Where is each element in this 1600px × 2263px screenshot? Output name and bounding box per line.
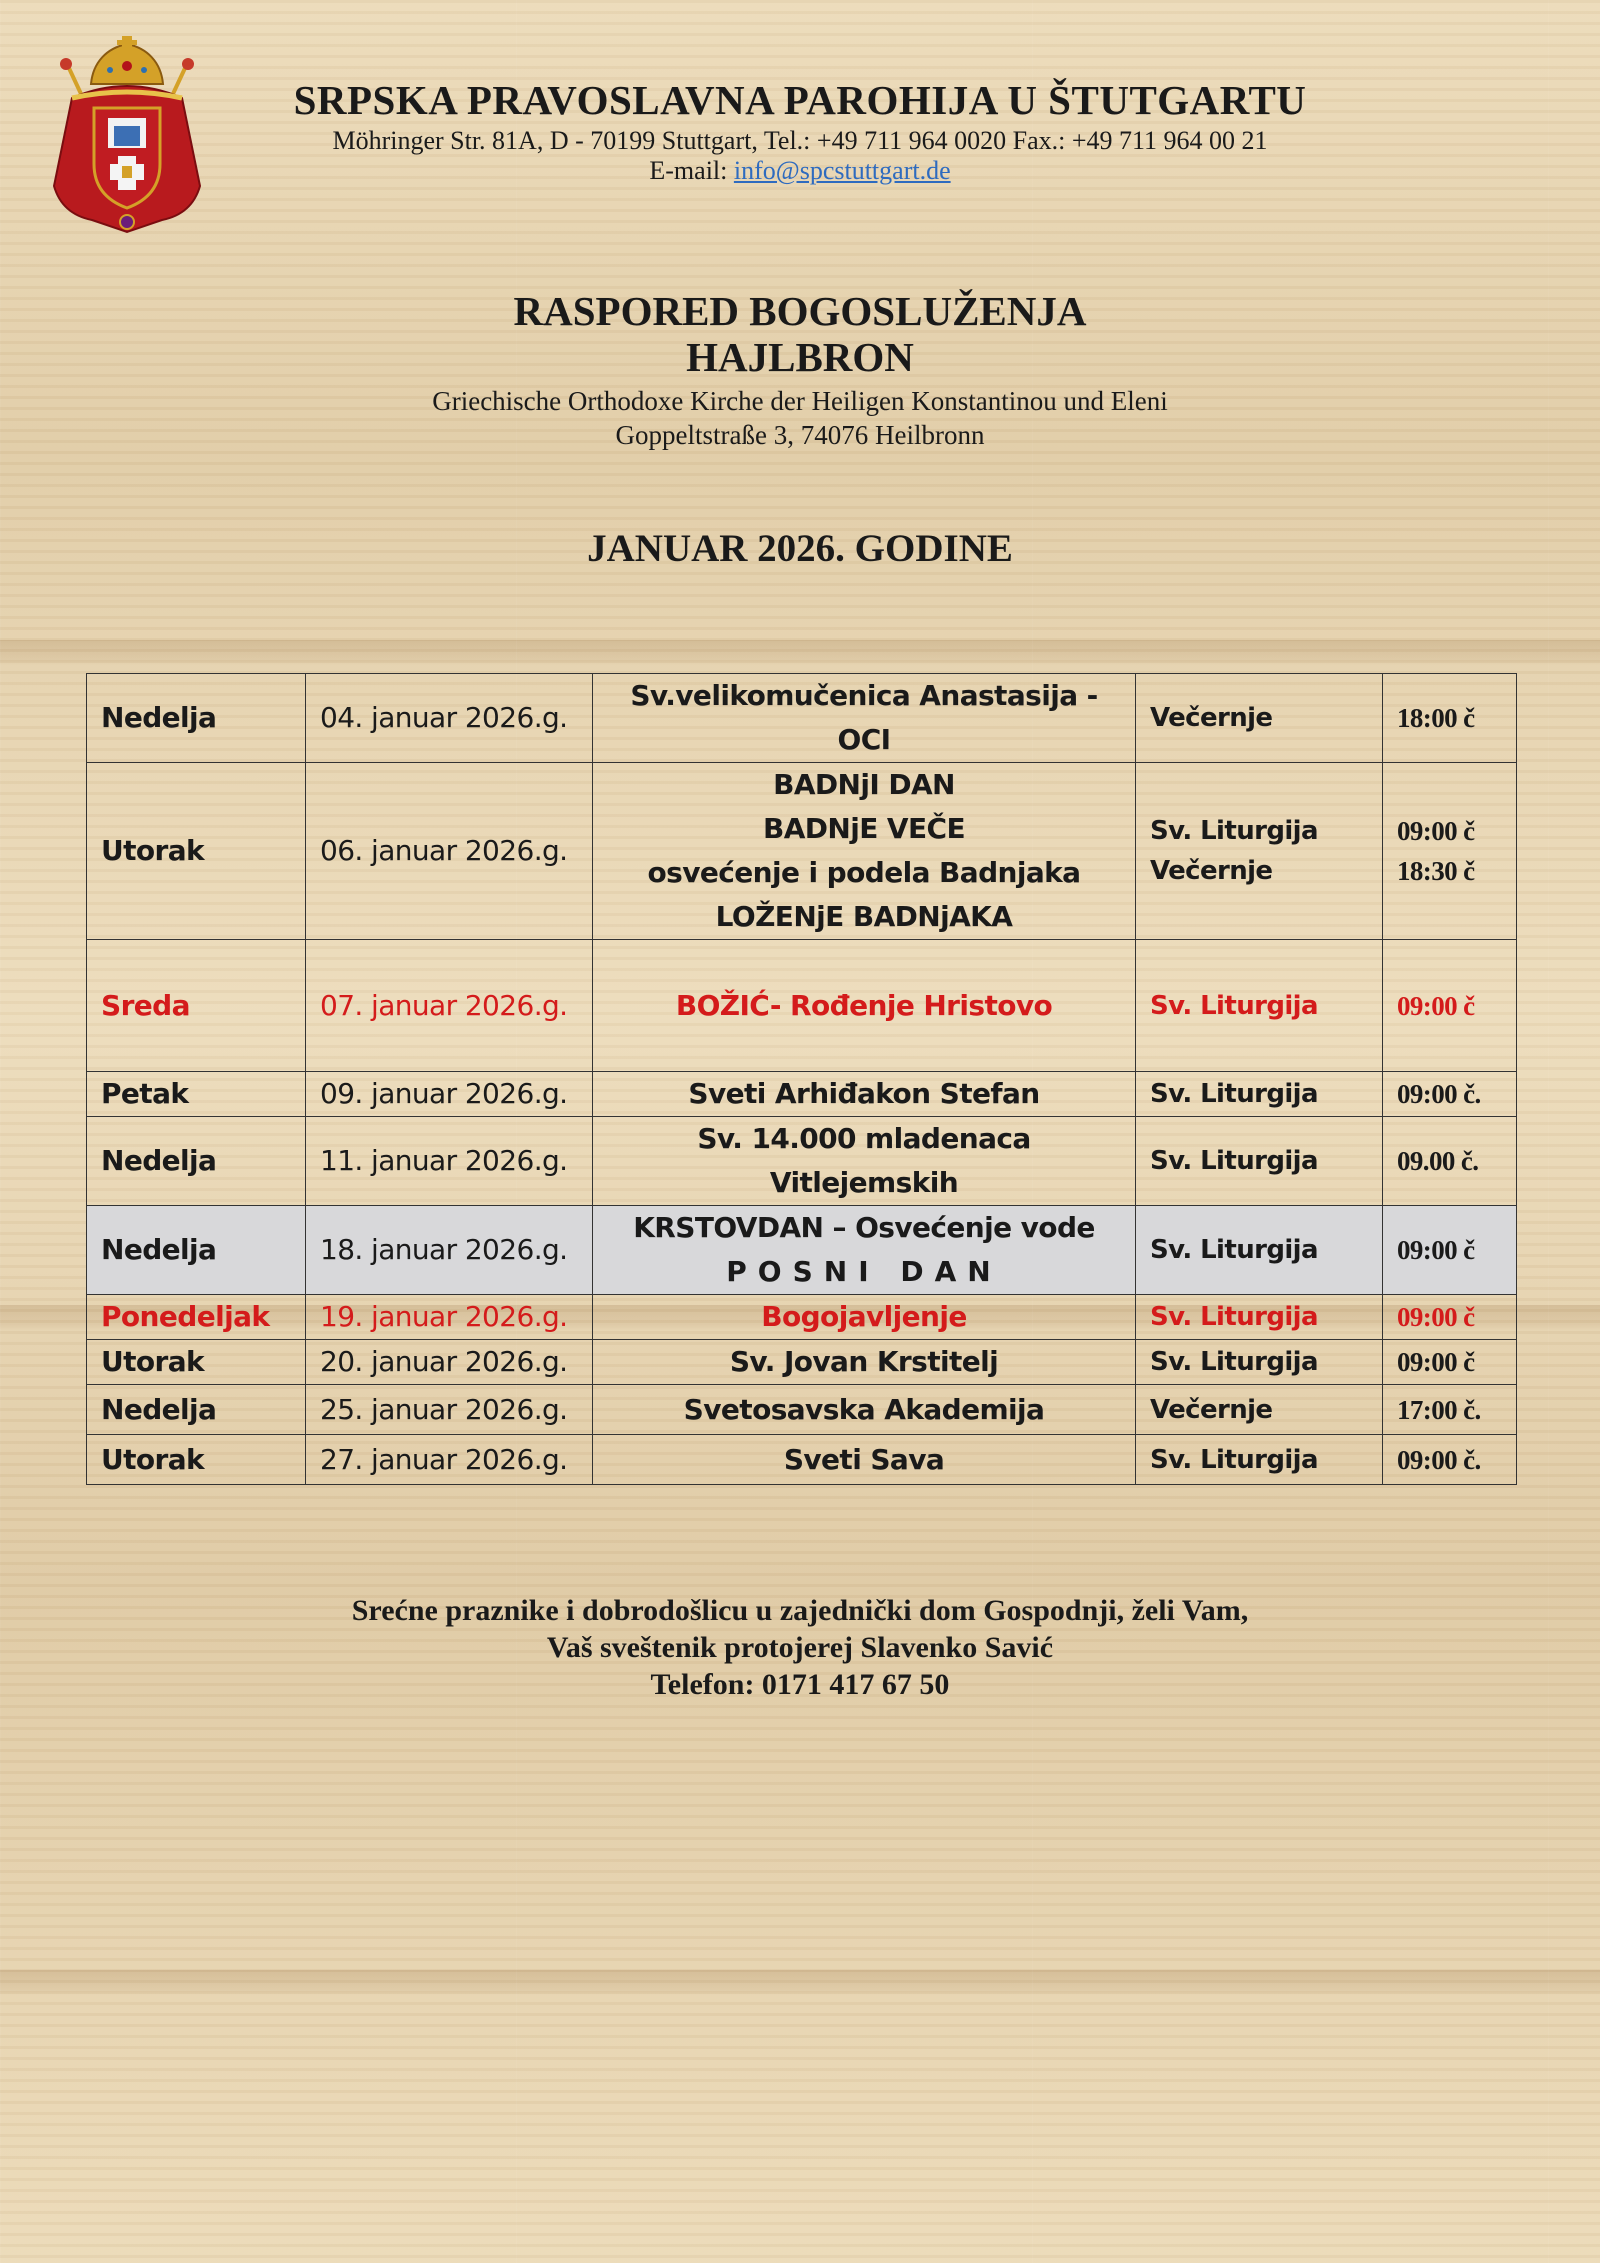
schedule-event-line: BADNjE VEČE — [762, 812, 966, 845]
schedule-row — [87, 1385, 1517, 1435]
schedule-service — [1136, 763, 1383, 940]
schedule-time-line: 18:00 č — [1397, 703, 1475, 733]
schedule-day: Ponedeljak — [87, 1295, 306, 1340]
schedule-service-line: Večernje — [1150, 856, 1273, 886]
schedule-event-line: Sv. Jovan Krstitelj — [729, 1345, 999, 1378]
schedule-event — [593, 1385, 1136, 1435]
schedule-time — [1383, 1206, 1517, 1295]
schedule-service-line: Sv. Liturgija — [1150, 1302, 1318, 1332]
schedule-event — [593, 1117, 1136, 1206]
schedule-date: 11. januar 2026.g. — [306, 1117, 593, 1206]
schedule-date: 04. januar 2026.g. — [306, 674, 593, 763]
schedule-event — [593, 763, 1136, 940]
schedule-row — [87, 1340, 1517, 1385]
schedule-event-line: Bogojavljenje — [761, 1300, 967, 1333]
schedule-time-line: 09.00 č. — [1397, 1146, 1479, 1176]
schedule-time-line: 18:30 č — [1397, 856, 1475, 886]
schedule-time-line: 17:00 č. — [1397, 1394, 1481, 1425]
schedule-event-line: Sv.velikomučenica Anastasija - — [630, 679, 1098, 712]
schedule-time-line: 09:00 č — [1397, 990, 1475, 1021]
schedule-event — [593, 1206, 1136, 1295]
schedule-time — [1383, 674, 1517, 763]
schedule-row — [87, 940, 1517, 1072]
schedule-service-line: Večernje — [1150, 1394, 1273, 1425]
schedule-date: 18. januar 2026.g. — [306, 1206, 593, 1295]
schedule-day: Nedelja — [87, 1206, 306, 1295]
schedule-service-line: Večernje — [1150, 703, 1273, 733]
schedule-event-line: Sveti Sava — [783, 1442, 945, 1476]
email-link[interactable]: info@spcstuttgart.de — [733, 156, 951, 185]
priest-phone: Telefon: 0171 417 67 50 — [650, 1668, 950, 1701]
schedule-time-line: 09:00 č — [1397, 1235, 1475, 1265]
schedule-day: Sreda — [87, 940, 306, 1072]
schedule-day: Nedelja — [87, 674, 306, 763]
schedule-row — [87, 763, 1517, 940]
church-address: Goppeltstraße 3, 74076 Heilbronn — [615, 420, 985, 450]
document-title — [0, 288, 1600, 380]
schedule-time-line: 09:00 č. — [1397, 1444, 1481, 1475]
organization-name: SRPSKA PRAVOSLAVNA PAROHIJA U ŠTUTGARTU — [293, 77, 1307, 123]
schedule-row — [87, 1295, 1517, 1340]
schedule-event-line: osvećenje i podela Badnjaka — [647, 856, 1081, 889]
schedule-service-line: Sv. Liturgija — [1150, 816, 1318, 846]
schedule-time-line: 09:00 č. — [1397, 1079, 1481, 1109]
schedule-event-line: Svetosavska Akademija — [683, 1392, 1045, 1426]
document-title-line1: RASPORED BOGOSLUŽENJA — [513, 288, 1087, 334]
closing-line1: Srećne praznike i dobrodošlicu u zajednički dom Gospodnji, želi Vam, — [351, 1594, 1249, 1627]
schedule-date: 19. januar 2026.g. — [306, 1295, 593, 1340]
schedule-service-line: Sv. Liturgija — [1150, 990, 1318, 1021]
schedule-day: Petak — [87, 1072, 306, 1117]
schedule-service — [1136, 1385, 1383, 1435]
schedule-event — [593, 1072, 1136, 1117]
schedule-time — [1383, 1072, 1517, 1117]
schedule-day: Utorak — [87, 763, 306, 940]
schedule-date: 06. januar 2026.g. — [306, 763, 593, 940]
schedule-time — [1383, 1435, 1517, 1485]
schedule-day: Nedelja — [87, 1117, 306, 1206]
church-info — [0, 384, 1600, 452]
schedule-row — [87, 1435, 1517, 1485]
schedule-time-line: 09:00 č — [1397, 1302, 1475, 1332]
schedule-service-line: Sv. Liturgija — [1150, 1347, 1318, 1377]
schedule-service-line: Sv. Liturgija — [1150, 1235, 1318, 1265]
schedule-time-line: 09:00 č — [1397, 1347, 1475, 1377]
schedule-event — [593, 1435, 1136, 1485]
schedule-service-line: Sv. Liturgija — [1150, 1079, 1318, 1109]
schedule-time — [1383, 1385, 1517, 1435]
schedule-date: 20. januar 2026.g. — [306, 1340, 593, 1385]
schedule-time — [1383, 1295, 1517, 1340]
schedule-event-line: KRSTOVDAN – Osvećenje vode — [633, 1211, 1095, 1244]
schedule-time — [1383, 1117, 1517, 1206]
schedule-time — [1383, 1340, 1517, 1385]
schedule-row — [87, 674, 1517, 763]
schedule-body — [87, 674, 1517, 1485]
schedule-service — [1136, 1072, 1383, 1117]
schedule-service — [1136, 674, 1383, 763]
document-title-line2: HAJLBRON — [686, 334, 914, 380]
schedule-service-line: Sv. Liturgija — [1150, 1146, 1318, 1176]
schedule-service — [1136, 1117, 1383, 1206]
schedule-day: Utorak — [87, 1435, 306, 1485]
organization-address: Möhringer Str. 81A, D - 70199 Stuttgart, Tel.: +49 711 964 0020 Fax.: +49 711 964 00 21 — [332, 126, 1268, 155]
schedule-service — [1136, 1206, 1383, 1295]
schedule-row — [87, 1117, 1517, 1206]
schedule-service — [1136, 1340, 1383, 1385]
schedule-event-line: OCI — [837, 723, 891, 756]
schedule-event — [593, 940, 1136, 1072]
organization-email — [180, 156, 1420, 186]
schedule-row — [87, 1072, 1517, 1117]
schedule-event — [593, 1295, 1136, 1340]
schedule-event-line: Sveti Arhiđakon Stefan — [688, 1077, 1040, 1110]
schedule-event-line: Sv. 14.000 mladenaca Vitlejemskih — [697, 1122, 1031, 1199]
schedule-day: Utorak — [87, 1340, 306, 1385]
schedule-event-line: POSNI DAN — [726, 1255, 1002, 1288]
schedule-date: 25. januar 2026.g. — [306, 1385, 593, 1435]
schedule-date: 27. januar 2026.g. — [306, 1435, 593, 1485]
church-name: Griechische Orthodoxe Kirche der Heiligen Konstantinou und Eleni — [432, 386, 1168, 416]
schedule-service — [1136, 1435, 1383, 1485]
schedule-day: Nedelja — [87, 1385, 306, 1435]
schedule-event-line: BADNjI DAN — [773, 768, 955, 801]
schedule-event — [593, 1340, 1136, 1385]
schedule-time — [1383, 763, 1517, 940]
schedule-service — [1136, 1295, 1383, 1340]
schedule-event-line: BOŽIĆ- Rođenje Hristovo — [675, 988, 1053, 1022]
schedule-event — [593, 674, 1136, 763]
priest-signature: Vaš sveštenik protojerej Slavenko Savić — [546, 1631, 1054, 1664]
schedule-date: 09. januar 2026.g. — [306, 1072, 593, 1117]
schedule-event-line: LOŽENjE BADNjAKA — [715, 900, 1013, 933]
schedule-time — [1383, 940, 1517, 1072]
schedule-service-line: Sv. Liturgija — [1150, 1444, 1318, 1475]
schedule-time-line: 09:00 č — [1397, 816, 1475, 846]
schedule-row — [87, 1206, 1517, 1295]
month-title: JANUAR 2026. GODINE — [587, 527, 1013, 570]
email-label: E-mail: — [649, 156, 734, 185]
schedule-table — [86, 673, 1517, 1485]
closing-greeting — [0, 1592, 1600, 1703]
schedule-date: 07. januar 2026.g. — [306, 940, 593, 1072]
schedule-service — [1136, 940, 1383, 1072]
